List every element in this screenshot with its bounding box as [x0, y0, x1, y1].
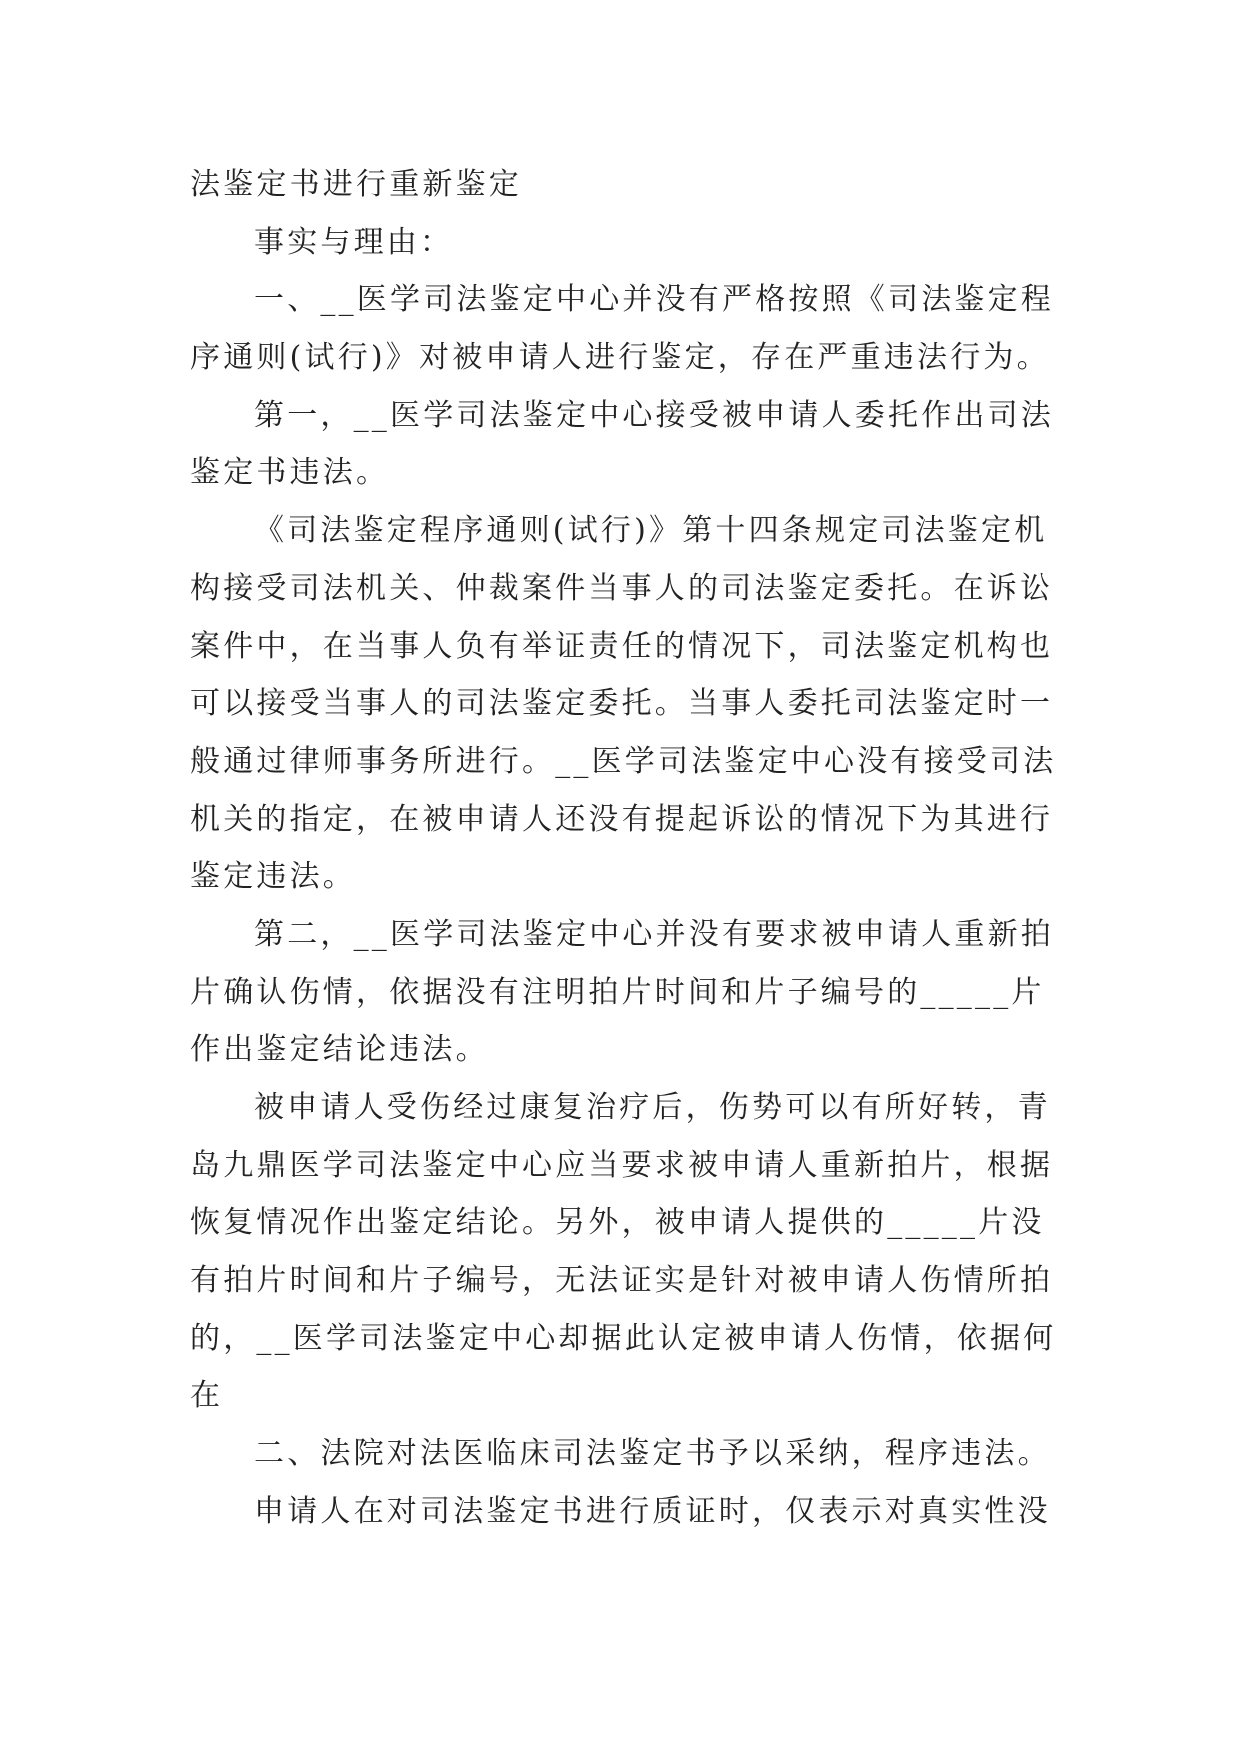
- text-line: 可以接受当事人的司法鉴定委托。当事人委托司法鉴定时一: [190, 686, 1054, 722]
- text-line: 在: [190, 1378, 224, 1414]
- text-line: 序通则(试行)》对被申请人进行鉴定，存在严重违法行为。: [190, 340, 1050, 376]
- text-line: 被申请人受伤经过康复治疗后，伤势可以有所好转，青: [254, 1090, 1051, 1125]
- text-line: 构接受司法机关、仲裁案件当事人的司法鉴定委托。在诉讼: [190, 570, 1054, 606]
- text-line: 片确认伤情，依据没有注明拍片时间和片子编号的_____片: [190, 974, 1045, 1010]
- text-line: 第一，__医学司法鉴定中心接受被申请人委托作出司法: [254, 397, 1054, 433]
- text-line: 案件中，在当事人负有举证责任的情况下，司法鉴定机构也: [190, 628, 1054, 664]
- text-line: 《司法鉴定程序通则(试行)》第十四条规定司法鉴定机: [254, 513, 1048, 549]
- text-line: 恢复情况作出鉴定结论。另外，被申请人提供的_____片没: [190, 1205, 1045, 1241]
- text-line: 的，__医学司法鉴定中心却据此认定被申请人伤情，依据何: [190, 1320, 1057, 1356]
- document-body: [190, 156, 1060, 1541]
- text-line: 岛九鼎医学司法鉴定中心应当要求被申请人重新拍片，根据: [190, 1147, 1054, 1183]
- text-line: 鉴定违法。: [190, 859, 356, 895]
- text-line: 二、法院对法医临床司法鉴定书予以采纳，程序违法。: [254, 1436, 1051, 1472]
- text-line: 般通过律师事务所进行。__医学司法鉴定中心没有接受司法: [190, 743, 1057, 779]
- text-line: 法鉴定书进行重新鉴定: [190, 167, 522, 202]
- text-line: 第二，__医学司法鉴定中心并没有要求被申请人重新拍: [254, 916, 1054, 952]
- text-line: 申请人在对司法鉴定书进行质证时，仅表示对真实性没: [254, 1493, 1051, 1529]
- text-line: 机关的指定，在被申请人还没有提起诉讼的情况下为其进行: [190, 801, 1054, 837]
- text-line: 有拍片时间和片子编号，无法证实是针对被申请人伤情所拍: [190, 1263, 1054, 1299]
- text-line: 事实与理由：: [254, 224, 454, 260]
- text-line: 一、__医学司法鉴定中心并没有严格按照《司法鉴定程: [254, 282, 1054, 318]
- text-line: 作出鉴定结论违法。: [190, 1032, 489, 1068]
- text-line: 鉴定书违法。: [190, 455, 390, 491]
